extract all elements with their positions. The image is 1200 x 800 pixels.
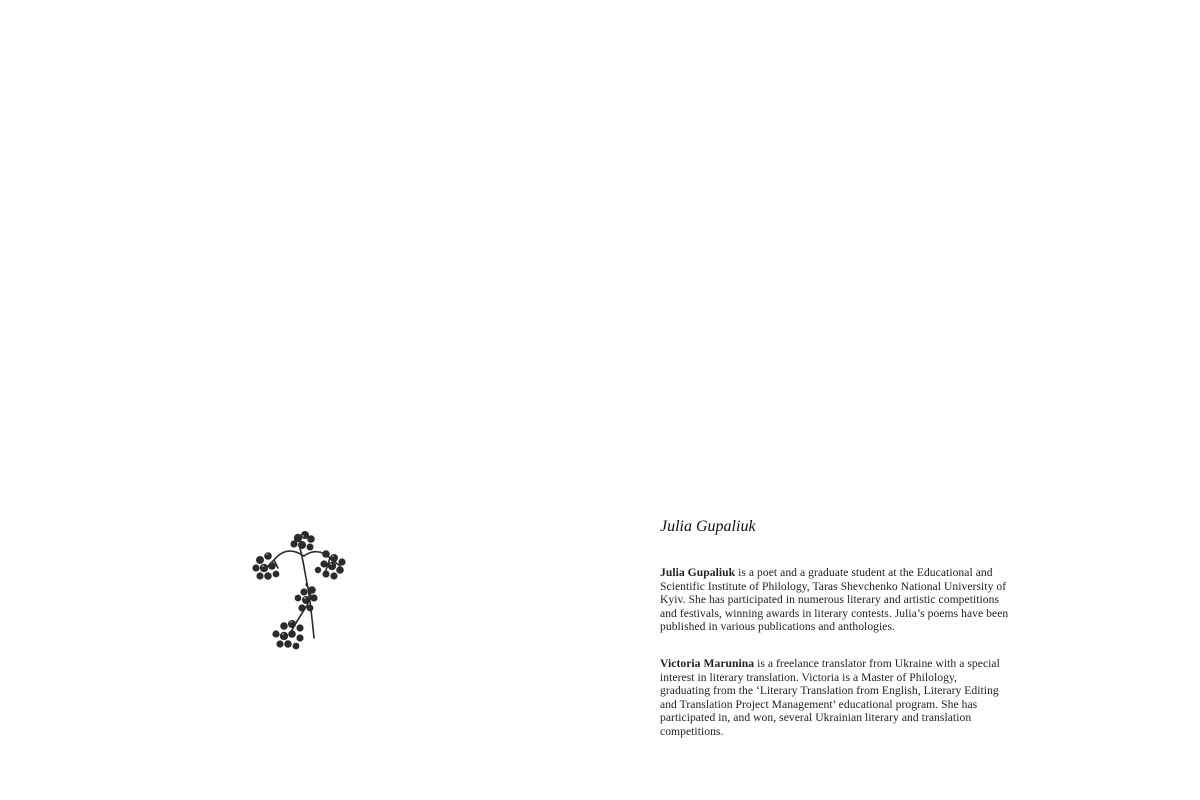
bio-paragraph-julia [660,566,1010,634]
page-title: Julia Gupaliuk [660,518,756,535]
bio-text: is a poet and a graduate student at the Educational and Scientific Institute of Philology, Taras Shevchenko National University of Kyiv. She has participated in numerous literary and artistic competitions and festivals, winning awards in literary contests. Julia’s poems have been published in various publications and anthologies. [660,566,1009,634]
bio-text: is a freelance translator from Ukraine with a special interest in literary translation. Victoria is a Master of Philology, graduating from the ‘Literary Translation from English, Literary Editing and Translation Project Management’ educational program. She has participated in, and won, several Ukrainian literary and translation competitions. [660,656,1000,738]
berry-branch-icon [246,526,356,656]
bio-name: Victoria Marunina [660,656,755,670]
bio-column [660,516,1010,739]
bio-name: Julia Gupaliuk [660,566,736,579]
bio-paragraph-victoria [660,657,1010,739]
